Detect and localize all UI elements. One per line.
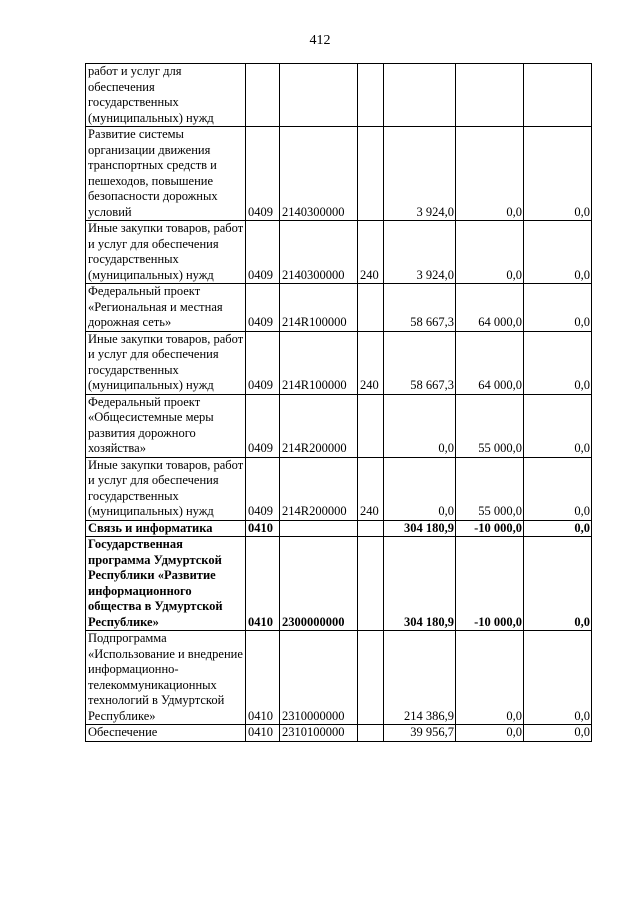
amount-year-1 [384,64,456,127]
table-row [86,725,592,742]
amount-year-2: 64 000,0 [456,284,524,332]
amount-year-1: 58 667,3 [384,284,456,332]
amount-year-3: 0,0 [524,127,592,221]
page-number: 412 [309,33,331,48]
row-name: Подпрограмма «Использование и внедрение информационно-телекоммуникационных технологий в Удмуртской Республике» [86,631,246,725]
amount-year-2: 0,0 [456,631,524,725]
target-article-code: 2140300000 [280,127,358,221]
section-code: 0409 [246,394,280,457]
amount-year-2: 55 000,0 [456,394,524,457]
amount-year-2: 0,0 [456,725,524,742]
amount-year-2: -10 000,0 [456,520,524,537]
section-code: 0409 [246,221,280,284]
expense-type-code [358,520,384,537]
section-code: 0409 [246,284,280,332]
amount-year-1: 3 924,0 [384,221,456,284]
row-name: Развитие системы организации движения транспортных средств и пешеходов, повышение безопасности дорожных условий [86,127,246,221]
expense-type-code [358,725,384,742]
table-row [86,394,592,457]
row-name: работ и услуг для обеспечения государственных (муниципальных) нужд [86,64,246,127]
row-name: Иные закупки товаров, работ и услуг для обеспечения государственных (муниципальных) нужд [86,331,246,394]
amount-year-3: 0,0 [524,394,592,457]
table-row [86,520,592,537]
amount-year-2: 0,0 [456,127,524,221]
row-name: Федеральный проект «Общесистемные меры развития дорожного хозяйства» [86,394,246,457]
amount-year-3: 0,0 [524,331,592,394]
table-row [86,331,592,394]
expense-type-code: 240 [358,221,384,284]
section-code: 0410 [246,631,280,725]
section-code [246,64,280,127]
section-code: 0410 [246,725,280,742]
target-article-code: 2140300000 [280,221,358,284]
table-row [86,457,592,520]
expense-type-code [358,64,384,127]
amount-year-3: 0,0 [524,457,592,520]
expense-type-code [358,537,384,631]
budget-table [85,63,592,742]
amount-year-1: 304 180,9 [384,537,456,631]
section-code: 0409 [246,457,280,520]
amount-year-1: 304 180,9 [384,520,456,537]
amount-year-2: 64 000,0 [456,331,524,394]
table-row [86,127,592,221]
expense-type-code [358,394,384,457]
budget-table-body [86,64,592,742]
amount-year-2: -10 000,0 [456,537,524,631]
expense-type-code: 240 [358,331,384,394]
target-article-code [280,64,358,127]
expense-type-code [358,127,384,221]
amount-year-1: 3 924,0 [384,127,456,221]
row-name: Иные закупки товаров, работ и услуг для обеспечения государственных (муниципальных) нужд [86,221,246,284]
expense-type-code [358,284,384,332]
expense-type-code: 240 [358,457,384,520]
table-row [86,284,592,332]
table-row [86,64,592,127]
section-code: 0409 [246,127,280,221]
amount-year-2: 0,0 [456,221,524,284]
amount-year-1: 0,0 [384,394,456,457]
target-article-code [280,520,358,537]
amount-year-3: 0,0 [524,221,592,284]
amount-year-2: 55 000,0 [456,457,524,520]
row-name: Обеспечение [86,725,246,742]
table-row [86,631,592,725]
target-article-code: 2310000000 [280,631,358,725]
amount-year-1: 0,0 [384,457,456,520]
section-code: 0409 [246,331,280,394]
amount-year-3: 0,0 [524,631,592,725]
target-article-code: 214R200000 [280,457,358,520]
section-code: 0410 [246,537,280,631]
expense-type-code [358,631,384,725]
row-name: Связь и информатика [86,520,246,537]
row-name: Государственная программа Удмуртской Республики «Развитие информационного общества в Удмуртской Республике» [86,537,246,631]
target-article-code: 214R100000 [280,331,358,394]
amount-year-2 [456,64,524,127]
amount-year-3: 0,0 [524,284,592,332]
amount-year-3: 0,0 [524,537,592,631]
target-article-code: 214R200000 [280,394,358,457]
table-row [86,537,592,631]
target-article-code: 2310100000 [280,725,358,742]
amount-year-3: 0,0 [524,725,592,742]
row-name: Иные закупки товаров, работ и услуг для обеспечения государственных (муниципальных) нужд [86,457,246,520]
target-article-code: 214R100000 [280,284,358,332]
amount-year-1: 214 386,9 [384,631,456,725]
amount-year-1: 58 667,3 [384,331,456,394]
amount-year-3: 0,0 [524,520,592,537]
target-article-code: 2300000000 [280,537,358,631]
section-code: 0410 [246,520,280,537]
row-name: Федеральный проект «Региональная и местная дорожная сеть» [86,284,246,332]
amount-year-3 [524,64,592,127]
table-row [86,221,592,284]
amount-year-1: 39 956,7 [384,725,456,742]
